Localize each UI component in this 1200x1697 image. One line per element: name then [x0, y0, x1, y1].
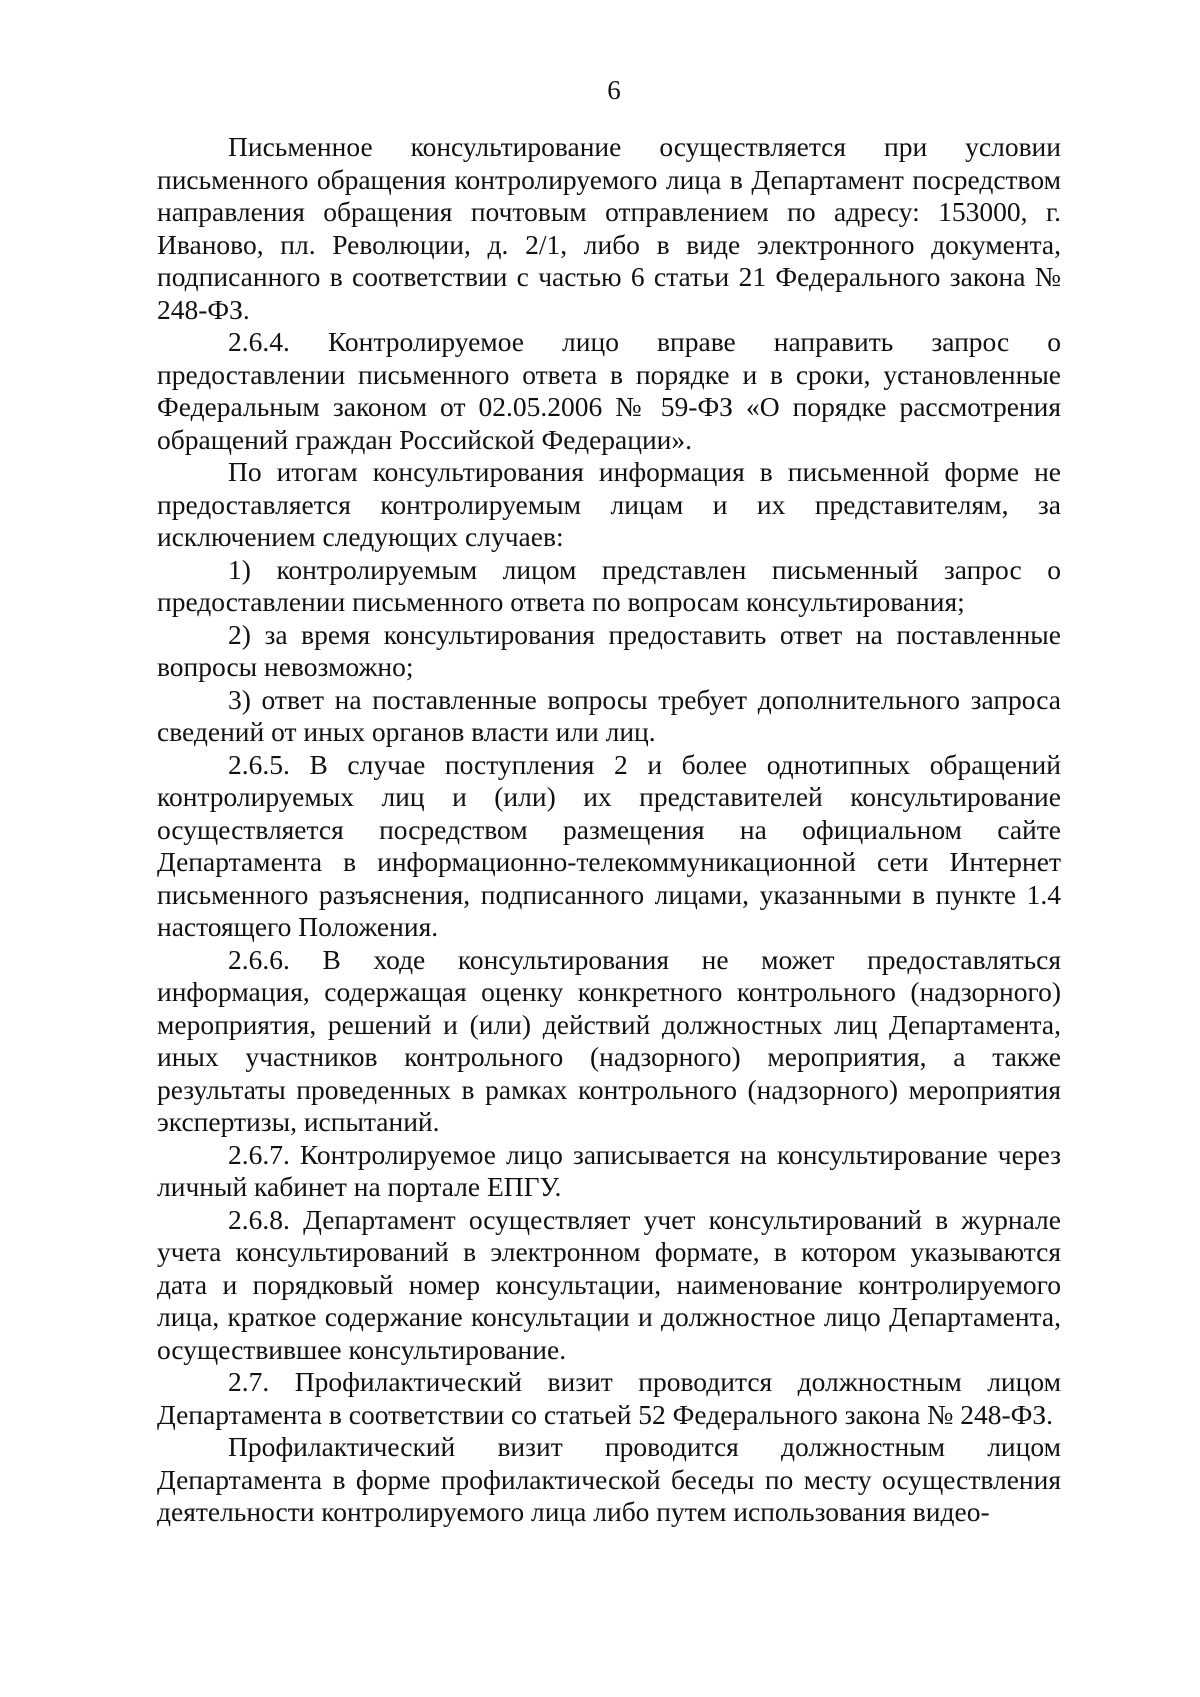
document-body: [157, 131, 1061, 1529]
paragraph-2-6-8: 2.6.8. Департамент осуществляет учет консультирований в журнале учета консультирований в электронном формате, в котором указываются дата и порядковый номер консультации, наименование контролируемого лица, краткое содержание консультации и должностное лицо Департамента, осуществившее консультирование.: [157, 1203, 1061, 1365]
paragraph-2-7: 2.7. Профилактический визит проводится должностным лицом Департамента в соответствии со статьей 52 Федерального закона № 248-ФЗ.: [157, 1366, 1061, 1430]
list-item-2: 2) за время консультирования предоставить ответ на поставленные вопросы невозможно;: [157, 618, 1061, 682]
paragraph-consulting-results: По итогам консультирования информация в письменной форме не предоставляется контролируемым лицам и их представителям, за исключением следующих случаев:: [157, 456, 1061, 552]
paragraph-2-6-6: 2.6.6. В ходе консультирования не может предоставляться информация, содержащая оценку конкретного контрольного (надзорного) мероприятия, решений и (или) действий должностных лиц Департамента, иных участников контрольного (надзорного) мероприятия, а также результаты проведенных в рамках контрольного (надзорного) мероприятия экспертизы, испытаний.: [157, 943, 1061, 1137]
paragraph-written-consulting: Письменное консультирование осуществляется при условии письменного обращения контролируемого лица в Департамент посредством направления обращения почтовым отправлением по адресу: 153000, г. Иваново, пл. Революции, д. 2/1, либо в виде электронного документа, подписанного в соответствии с частью 6 статьи 21 Федерального закона № 248-ФЗ.: [157, 131, 1061, 325]
list-item-1: 1) контролируемым лицом представлен письменный запрос о предоставлении письменного ответа по вопросам консультирования;: [157, 553, 1061, 617]
paragraph-2-6-4: 2.6.4. Контролируемое лицо вправе направить запрос о предоставлении письменного ответа в порядке и в сроки, установленные Федеральным законом от 02.05.2006 № 59-ФЗ «О порядке рассмотрения обращений граждан Российской Федерации».: [157, 326, 1061, 455]
paragraph-preventive-visit: Профилактический визит проводится должностным лицом Департамента в форме профилактической беседы по месту осуществления деятельности контролируемого лица либо путем использования видео-: [157, 1431, 1061, 1527]
page-number: 6: [607, 75, 621, 105]
paragraph-2-6-5: 2.6.5. В случае поступления 2 и более однотипных обращений контролируемых лиц и (или) их представителей консультирование осуществляется посредством размещения на официальном сайте Департамента в информационно-телекоммуникационной сети Интернет письменного разъяснения, подписанного лицами, указанными в пункте 1.4 настоящего Положения.: [157, 748, 1061, 942]
list-item-3: 3) ответ на поставленные вопросы требует дополнительного запроса сведений от иных органов власти или лиц.: [157, 683, 1061, 747]
paragraph-2-6-7: 2.6.7. Контролируемое лицо записывается на консультирование через личный кабинет на портале ЕПГУ.: [157, 1138, 1061, 1202]
